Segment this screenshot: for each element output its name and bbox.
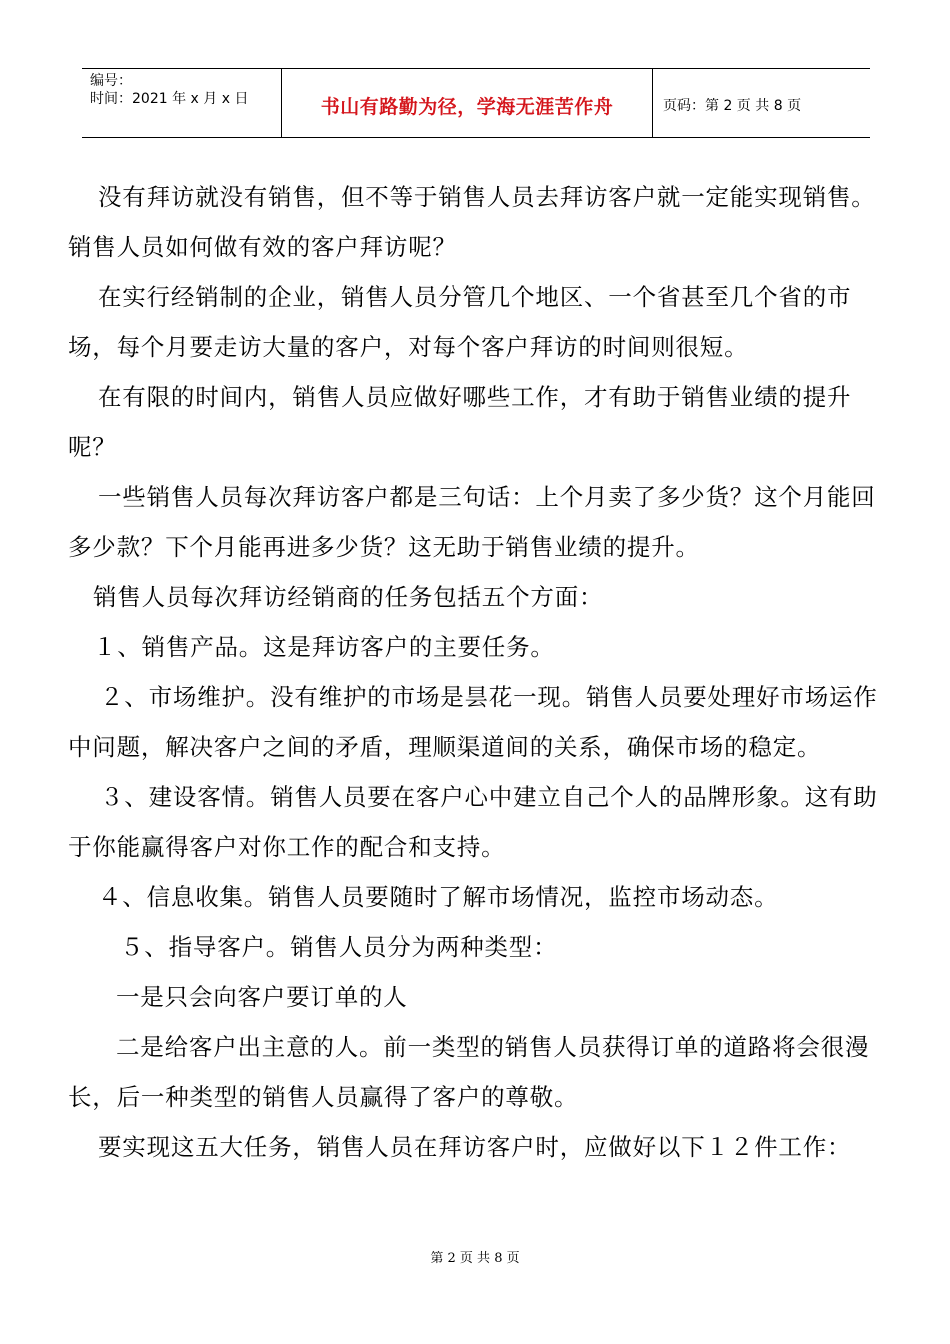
motto-text: 书山有路勤为径，学海无涯苦作舟 [320, 95, 614, 118]
serial-label: 编号： [90, 73, 132, 89]
document-body [68, 172, 883, 1172]
header-motto-cell [282, 69, 653, 137]
paragraph: 在有限的时间内，销售人员应做好哪些工作，才有助于销售业绩的提升呢？ [68, 383, 852, 461]
sub-item: 二是给客户出主意的人。前一类型的销售人员获得订单的道路将会很漫长，后一种类型的销售人员赢得了客户的尊敬。 [68, 1033, 870, 1111]
footer-page-number: 第 2 页 共 8 页 [430, 1251, 520, 1266]
page-footer [0, 1247, 950, 1266]
list-item: ２、市场维护。没有维护的市场是昙花一现。销售人员要处理好市场运作中问题，解决客户之间的矛盾，理顺渠道间的关系，确保市场的稳定。 [68, 683, 878, 761]
header-meta-cell [82, 69, 282, 137]
paragraph: 一些销售人员每次拜访客户都是三句话：上个月卖了多少货？这个月能回多少款？下个月能再进多少货？这无助于销售业绩的提升。 [68, 483, 876, 561]
paragraph: 没有拜访就没有销售，但不等于销售人员去拜访客户就一定能实现销售。销售人员如何做有效的客户拜访呢？ [68, 183, 876, 261]
list-item: ４、信息收集。销售人员要随时了解市场情况，监控市场动态。 [98, 883, 779, 911]
sub-item: 一是只会向客户要订单的人 [116, 983, 408, 1011]
header-page-label: 页码：第 2 页 共 8 页 [663, 98, 802, 114]
list-item: ５、指导客户。销售人员分为两种类型： [120, 933, 558, 961]
paragraph: 要实现这五大任务，销售人员在拜访客户时，应做好以下１２件工作： [98, 1133, 852, 1161]
paragraph: 销售人员每次拜访经销商的任务包括五个方面： [93, 583, 604, 611]
page-header [82, 68, 870, 138]
header-page-cell [653, 69, 870, 137]
list-item: １、销售产品。这是拜访客户的主要任务。 [93, 633, 555, 661]
paragraph: 在实行经销制的企业，销售人员分管几个地区、一个省甚至几个省的市场，每个月要走访大量的客户，对每个客户拜访的时间则很短。 [68, 283, 852, 361]
list-item: ３、建设客情。销售人员要在客户心中建立自己个人的品牌形象。这有助于你能赢得客户对你工作的配合和支持。 [68, 783, 878, 861]
date-label: 时间：2021 年 x 月 x 日 [90, 91, 249, 107]
